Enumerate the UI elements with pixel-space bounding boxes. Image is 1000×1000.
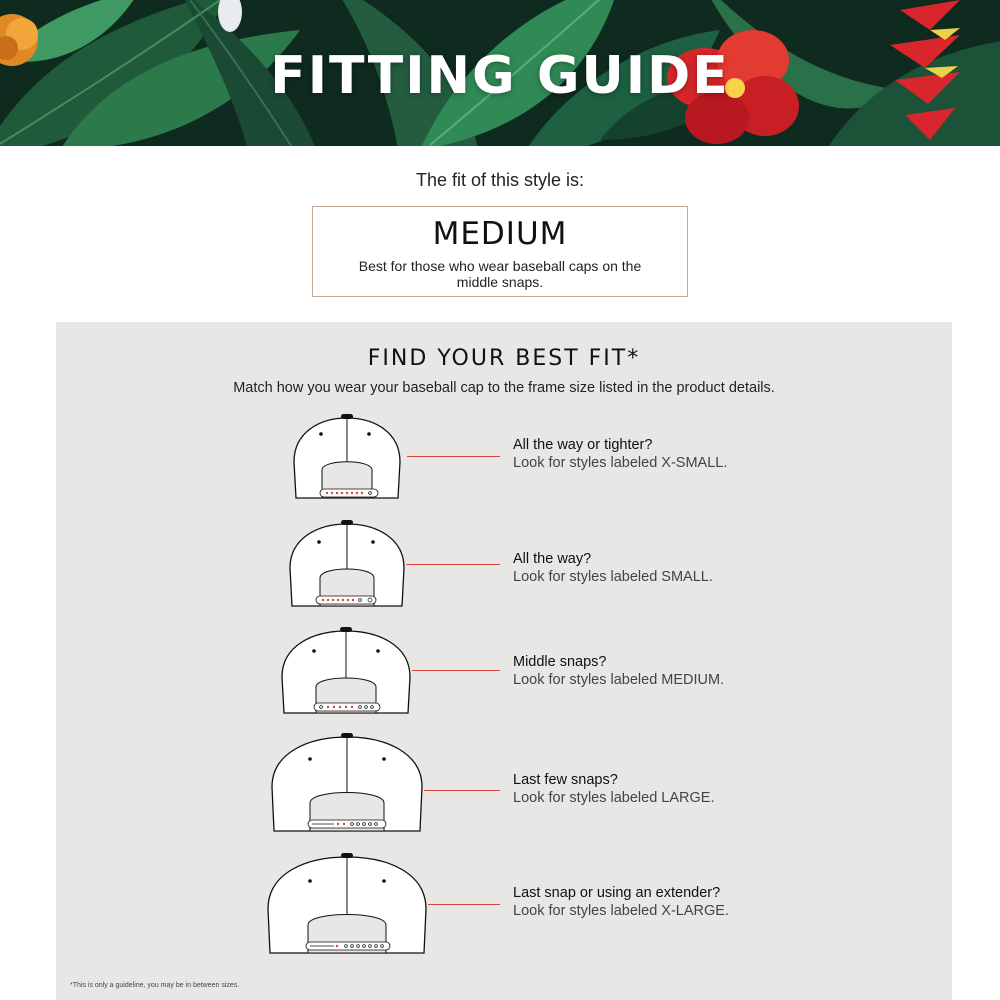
- fit-row-small: [56, 518, 952, 612]
- cap-back-large-icon: [268, 731, 426, 835]
- banner-title: FITTING GUIDE: [270, 46, 730, 106]
- fit-row-x-small: [56, 412, 952, 504]
- fit-row-text: [513, 436, 727, 472]
- footnote: *This is only a guideline, you may be in between sizes.: [70, 982, 240, 989]
- row-question: Middle snaps?: [513, 654, 607, 670]
- row-question: Last few snaps?: [513, 772, 618, 788]
- fit-row-x-large: [56, 851, 952, 959]
- row-answer: Look for styles labeled X-LARGE.: [513, 903, 729, 919]
- pointer-line: [424, 790, 500, 791]
- tropical-banner: [0, 0, 1000, 146]
- pointer-line: [407, 456, 500, 457]
- row-answer: Look for styles labeled X-SMALL.: [513, 455, 728, 471]
- cap-back-medium-icon: [278, 625, 414, 717]
- fit-size-label: MEDIUM: [432, 216, 568, 252]
- fit-row-text: [513, 653, 724, 689]
- cap-back-small-icon: [286, 518, 408, 610]
- row-question: Last snap or using an extender?: [513, 885, 721, 901]
- best-fit-subtitle: Match how you wear your baseball cap to the frame size listed in the product details.: [233, 380, 775, 396]
- pointer-line: [406, 564, 500, 565]
- row-question: All the way?: [513, 551, 592, 567]
- row-answer: Look for styles labeled LARGE.: [513, 790, 715, 806]
- row-answer: Look for styles labeled SMALL.: [513, 569, 713, 585]
- fit-row-text: [513, 550, 713, 586]
- cap-back-x-large-icon: [264, 851, 430, 957]
- best-fit-title: FIND YOUR BEST FIT*: [367, 346, 641, 371]
- row-question: All the way or tighter?: [513, 437, 653, 453]
- fit-row-text: [513, 771, 715, 807]
- pointer-line: [412, 670, 500, 671]
- fit-size-description: Best for those who wear baseball caps on the middle snaps.: [358, 258, 642, 290]
- pointer-line: [428, 904, 500, 905]
- fit-row-medium: [56, 625, 952, 719]
- row-answer: Look for styles labeled MEDIUM.: [513, 672, 725, 688]
- best-fit-panel: [56, 322, 952, 1000]
- fit-intro-text: The fit of this style is:: [415, 170, 585, 190]
- fit-row-text: [513, 884, 729, 920]
- fit-size-box: [312, 206, 688, 297]
- cap-back-x-small-icon: [290, 412, 404, 502]
- fit-row-large: [56, 731, 952, 837]
